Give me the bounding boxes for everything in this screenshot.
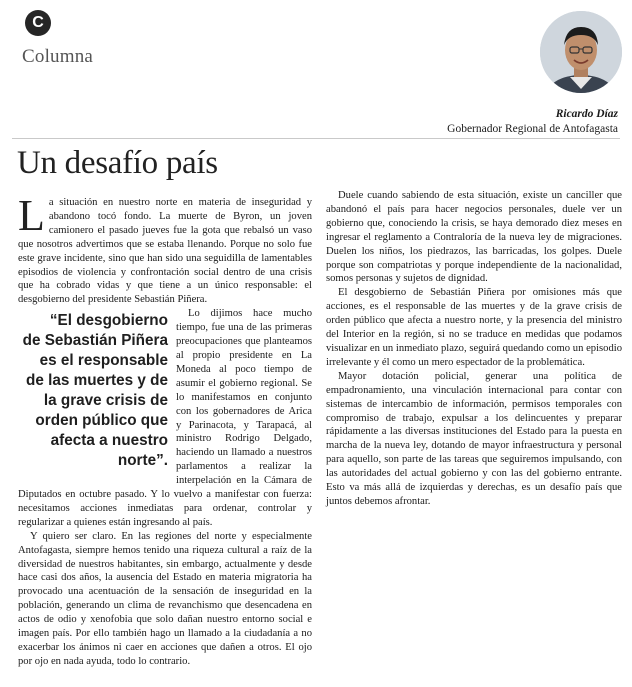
drop-cap: L (18, 191, 45, 240)
paragraph-text: a situación en nuestro norte en materia de inseguridad y abandono tocó fondo. La muerte de Byron, un joven camionero el pasado jueves fue la gota que rebalsó un vaso que nosotros advertimos que se estaba llenando. Porque no solo fue este grave incidente, sino que han sido una seguidilla de lamentables episodios de violencia y confrontación social dentro de una crisis que ha cobrado vidas y que tiene a un único responsable: el desgobierno del presidente Sebastián Piñera. (18, 197, 312, 306)
header-divider (12, 138, 620, 139)
author-role: Gobernador Regional de Antofagasta (447, 123, 618, 135)
author-byline (447, 107, 618, 137)
author-portrait-image (540, 11, 622, 93)
section-label: Columna (22, 46, 94, 67)
article-paragraph (18, 191, 312, 307)
article-paragraph (18, 307, 312, 530)
article-column-left (18, 191, 312, 681)
article-paragraph: Mayor dotación policial, generar una política de empadronamiento, una vinculación internacional para contar con sistemas de intercambio de información, permisos temporales con compromiso de trabajo, expulsar a los delincuentes y preparar rápidamente a las diversas instituciones del Estado para la puesta en marcha de la nueva ley, dotando de mayor infraestructura y personal para aquello, son parte de las tareas que seguiremos impulsando, con las autoridades del actual gobierno y con las del gobierno entrante. Esto va más allá de izquierdas y derechas, es un desafío país que juntos debemos afrontar. (326, 370, 622, 507)
article-column-right (326, 189, 622, 681)
article-paragraph: Y quiero ser claro. En las regiones del norte y especialmente Antofagasta, siempre hemos tenido una riqueza cultural a raíz de la diversidad de nuestros habitantes, sin embargo, actualmente y desde hace casi dos años, la ausencia del Estado en materia migratoria ha provocado una acentuación de la sensación de inseguridad en la población, generando un clima de revanchismo que desencadena en actos de odio y xenofobia que solo dañan nuestro entorno social e imagen país. Por ello también hago un llamado a la ciudadanía a no exacerbar los ánimos ni caer en acciones que dañen a otros. El ojo por ojo en nada ayuda, todo lo contrario. (18, 530, 312, 667)
author-photo (540, 11, 622, 93)
author-name: Ricardo Díaz (555, 108, 618, 120)
column-badge: C (25, 10, 51, 36)
article-paragraph: El desgobierno de Sebastián Piñera por omisiones más que acciones, es el responsable de las muertes y de la grave crisis de orden público que afecta a nuestro norte, y la presencia del ministro del Interior en la región, si no se traduce en medidas que podamos visualizar en un inmediato plazo, seguirá quedando como un episodio irrelevante y él como un mero espectador de la problemática. (326, 287, 622, 368)
paragraph-text: Lo dijimos hace mucho tiempo, fue una de las primeras preocupaciones que planteamos al propio presidente en La Moneda al poco tiempo de asumir el gobierno regional. Se lo manifestamos en conjunto con los gobernadores de Arica y Parinacota, y Tarapacá, al ministro Rodrigo Delgado, haciendo un llamado a nuestros parlamentos a realizar la interpelación en la Cámara de Diputados en octubre pasado. Y lo vuelvo a manifestar con fuerza: necesitamos acciones inmediatas para ordenar, controlar y regularizar a quienes están ingresando al país. (18, 308, 312, 528)
article-headline: Un desafío país (17, 145, 218, 181)
pull-quote: “El desgobierno de Sebastián Piñera es el responsable de las muertes y de la grave crisis de orden público que afecta a nuestro norte”. (22, 312, 168, 469)
article-paragraph: Duele cuando sabiendo de esta situación, existe un canciller que abandonó el país para hacer negocios personales, duele ver un gobierno que, conociendo la crisis, se haya demorado diez meses en ingresar el reglamento a Contraloría de la nueva ley de migraciones. Duelen los niños, los piedrazos, las barricadas, los golpes. Duele porque son compatriotas y porque independiente de la nacionalidad, somos personas y sujetos de dignidad. (326, 190, 622, 285)
